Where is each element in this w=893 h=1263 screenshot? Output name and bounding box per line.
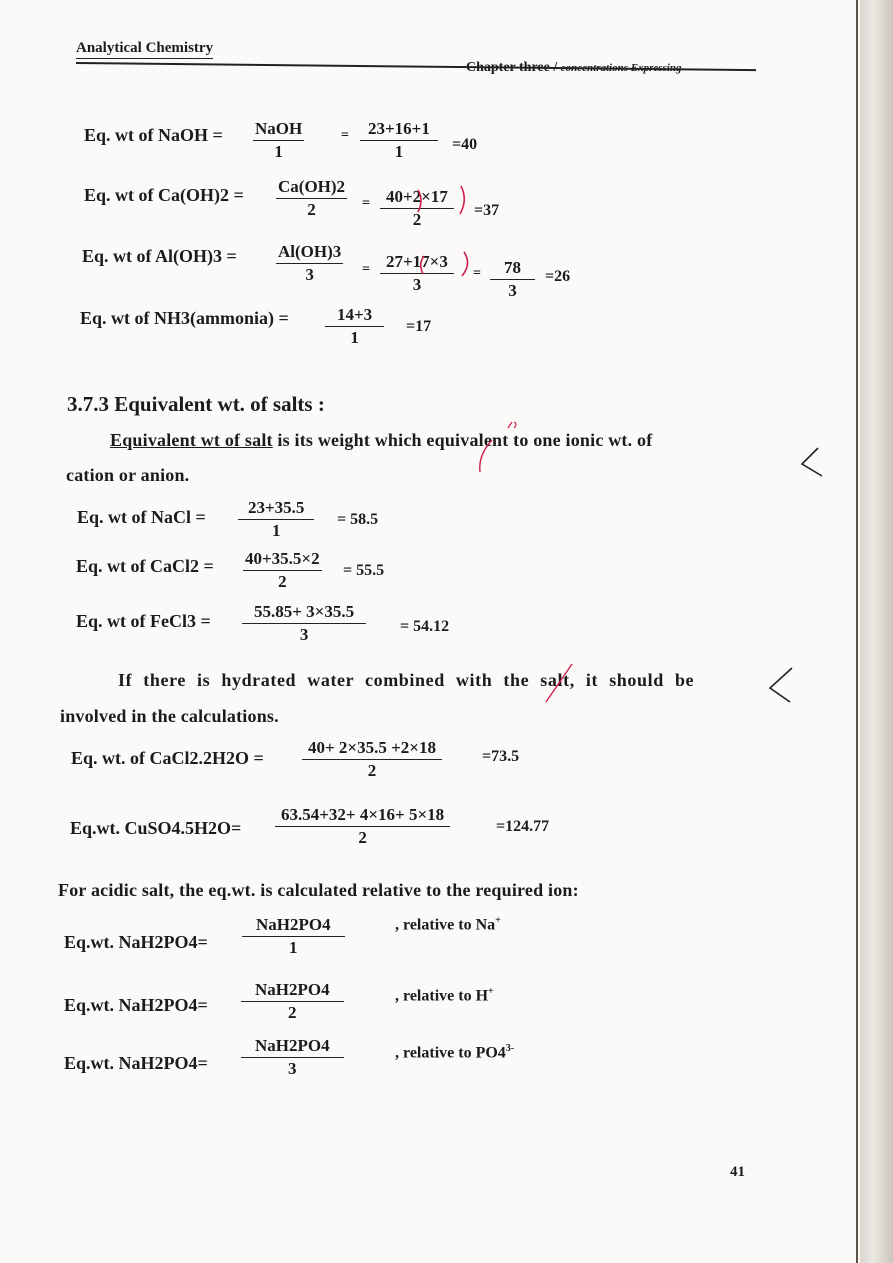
numerator: 40+35.5×2 xyxy=(243,549,322,571)
numerator: 27+17×3 xyxy=(380,252,454,274)
result: =40 xyxy=(452,136,478,153)
page-number: 41 xyxy=(730,1164,745,1180)
hydrated-line-2: involved in the calculations. xyxy=(60,706,279,726)
eq-label: Eq.wt. CuSO4.5H2O= xyxy=(70,818,242,838)
ion-note-text: , relative to PO4 xyxy=(395,1044,506,1062)
numerator: 14+3 xyxy=(325,305,384,327)
red-paren-mark xyxy=(418,190,421,212)
denominator: 3 xyxy=(412,275,422,294)
eq-label: Eq. wt of NaCl = xyxy=(77,507,206,527)
numerator: 40+2×17 xyxy=(380,187,454,209)
denominator: 1 xyxy=(271,521,281,540)
denominator: 2 xyxy=(412,210,422,229)
red-insert-mark xyxy=(480,440,492,472)
eq-label: Eq. wt of NH3(ammonia) = xyxy=(80,308,289,328)
acidic-intro: For acidic salt, the eq.wt. is calculated relative to the required ion: xyxy=(58,880,579,900)
result: =26 xyxy=(545,268,571,285)
ion-note-text: , relative to H xyxy=(395,987,489,1005)
eq-label: Eq. wt of CaCl2 = xyxy=(76,556,214,576)
numerator: NaH2PO4 xyxy=(241,1036,344,1058)
red-paren-mark xyxy=(462,252,468,276)
denominator: 2 xyxy=(288,1003,297,1022)
eq-label: Eq.wt. NaH2PO4= xyxy=(64,1053,208,1073)
result: =73.5 xyxy=(482,748,520,765)
denominator: 3 xyxy=(508,281,517,300)
denominator: 2 xyxy=(278,572,287,591)
red-paren-mark xyxy=(421,256,424,274)
definition-text: is its weight which equivalent to one ionic wt. of xyxy=(272,430,653,450)
denominator: 2 xyxy=(307,200,316,219)
definition-term: Equivalent wt of salt xyxy=(110,430,273,450)
margin-check-mark xyxy=(802,448,822,476)
definition-line-2: cation or anion. xyxy=(66,465,190,485)
denominator: 1 xyxy=(289,938,298,957)
denominator: 1 xyxy=(394,142,404,161)
eq-label: Eq. wt of FeCl3 = xyxy=(76,611,211,631)
numerator: Al(OH)3 xyxy=(276,242,343,264)
eq-label: Eq. wt of Al(OH)3 = xyxy=(82,246,237,266)
result: = 58.5 xyxy=(337,511,379,528)
numerator: 78 xyxy=(490,258,535,280)
denominator: 3 xyxy=(305,265,314,284)
section-heading: 3.7.3 Equivalent wt. of salts : xyxy=(67,392,325,416)
eq-label: Eq. wt. of CaCl2.2H2O = xyxy=(71,748,264,768)
equals: = xyxy=(473,266,481,281)
numerator: NaH2PO4 xyxy=(242,915,345,937)
denominator: 2 xyxy=(358,828,367,847)
hydrated-line-1: If there is hydrated water combined with the salt, it should be xyxy=(118,670,695,690)
equals: = xyxy=(362,196,370,211)
numerator: 23+16+1 xyxy=(360,119,438,141)
denominator: 3 xyxy=(299,625,309,644)
numerator: Ca(OH)2 xyxy=(276,177,347,199)
denominator: 2 xyxy=(367,761,377,780)
result: =17 xyxy=(406,318,432,335)
margin-check-mark xyxy=(770,668,792,702)
equals: = xyxy=(341,128,349,143)
red-paren-mark xyxy=(460,186,464,214)
header-title: Analytical Chemistry xyxy=(76,40,213,59)
equals: = xyxy=(362,262,370,277)
numerator: 63.54+32+ 4×16+ 5×18 xyxy=(275,805,450,827)
numerator: 40+ 2×35.5 +2×18 xyxy=(302,738,442,760)
eq-label: Eq. wt of NaOH = xyxy=(84,125,223,145)
numerator: 55.85+ 3×35.5 xyxy=(242,602,366,624)
numerator: 23+35.5 xyxy=(238,498,314,520)
eq-label: Eq. wt of Ca(OH)2 = xyxy=(84,185,244,205)
denominator: 1 xyxy=(274,142,283,161)
denominator: 3 xyxy=(288,1059,297,1078)
eq-label: Eq.wt. NaH2PO4= xyxy=(64,932,208,952)
eq-label: Eq.wt. NaH2PO4= xyxy=(64,995,208,1015)
result: = 54.12 xyxy=(400,618,450,635)
ion-note-text: , relative to Na xyxy=(395,916,496,934)
ion-charge: + xyxy=(495,915,501,926)
result: =124.77 xyxy=(496,818,550,835)
numerator: NaOH xyxy=(253,119,304,141)
ion-charge: + xyxy=(488,986,494,997)
numerator: NaH2PO4 xyxy=(241,980,344,1002)
red-note-mark xyxy=(508,422,516,428)
denominator: 1 xyxy=(350,328,359,347)
red-strike-mark xyxy=(546,664,572,702)
result: = 55.5 xyxy=(343,562,385,579)
result: =37 xyxy=(474,202,500,219)
ion-charge: 3- xyxy=(505,1043,515,1054)
